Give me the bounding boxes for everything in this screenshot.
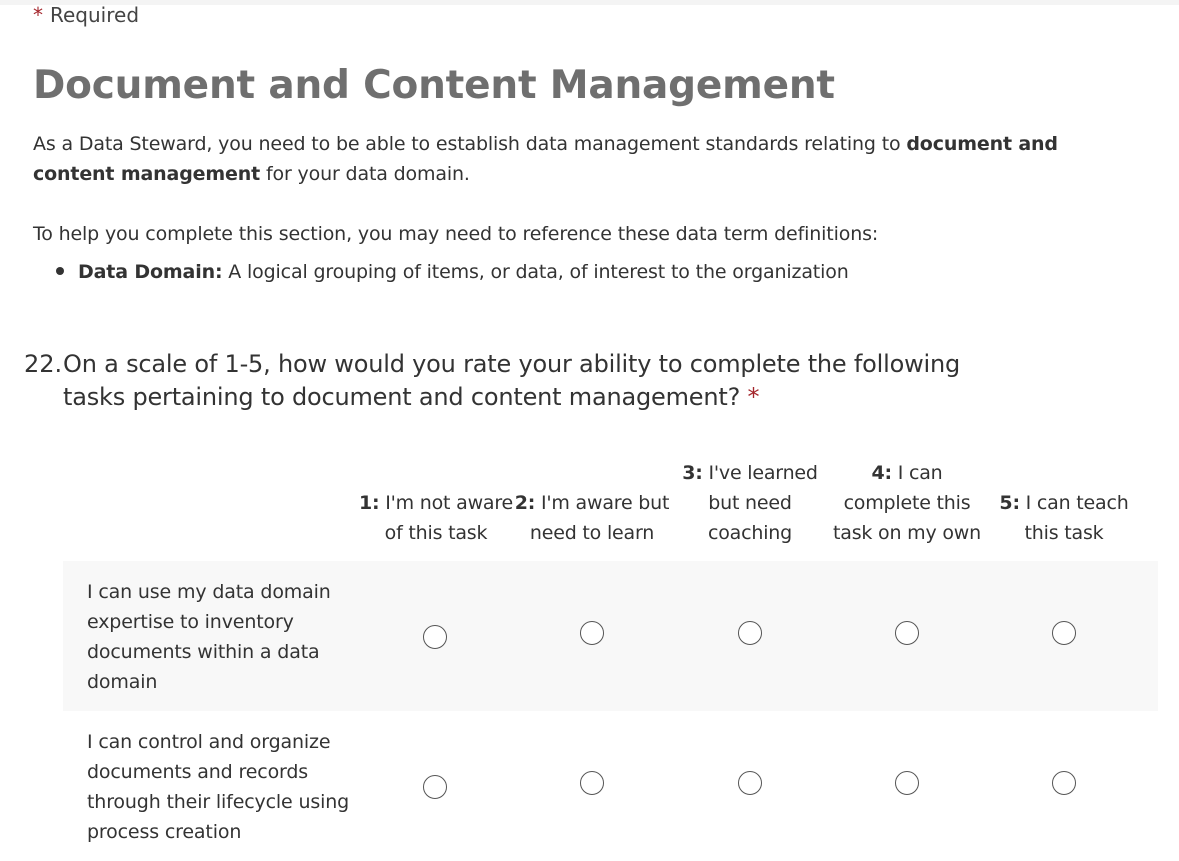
scale-header-number: 5: — [999, 492, 1020, 514]
required-asterisk: * — [33, 3, 43, 27]
radio-option-3[interactable] — [738, 621, 762, 645]
scale-header-label: I can teach this task — [1019, 492, 1129, 544]
question-title: On a scale of 1-5, how would you rate your ability to complete the following tasks pertaining to document and content management? — [63, 350, 961, 411]
radio-option-5[interactable] — [1052, 771, 1076, 795]
scale-header-label: I've learned but need coaching — [702, 462, 818, 544]
likert-row — [63, 561, 1158, 711]
likert-row — [63, 711, 1158, 861]
radio-option-4[interactable] — [895, 621, 919, 645]
scale-header-label: I can complete this task on my own — [833, 462, 981, 544]
scale-header-5 — [984, 458, 1144, 548]
scale-header-2 — [512, 458, 672, 548]
scale-header-number: 3: — [682, 462, 703, 484]
radio-option-2[interactable] — [580, 621, 604, 645]
scale-header-1 — [356, 458, 516, 548]
radio-option-5[interactable] — [1052, 621, 1076, 645]
scale-header-number: 1: — [358, 492, 380, 514]
radio-option-2[interactable] — [580, 771, 604, 795]
radio-option-3[interactable] — [738, 771, 762, 795]
scale-header-label: I'm not aware of this task — [379, 492, 514, 544]
section-description — [33, 129, 1133, 189]
definition-list-item — [56, 257, 849, 287]
scale-header-label: I'm aware but need to learn — [529, 492, 670, 544]
scale-header-number: 4: — [871, 462, 892, 484]
description-bold-text: document and content management — [33, 133, 1058, 185]
definition-term: Data Domain: — [78, 261, 223, 283]
row-label: I can control and organize documents and records through their lifecycle using process creation — [87, 731, 350, 843]
help-text: To help you complete this section, you may need to reference these data term definitions: — [33, 223, 879, 245]
question-text — [63, 348, 1023, 414]
required-note — [33, 3, 139, 27]
question-required-asterisk: * — [747, 383, 760, 411]
description-text: As a Data Steward, you need to be able to establish data management standards relating to — [33, 133, 907, 155]
scale-header-4 — [827, 458, 987, 548]
radio-option-4[interactable] — [895, 771, 919, 795]
scale-header-number: 2: — [514, 492, 536, 514]
scale-header-3 — [670, 458, 830, 548]
radio-option-1[interactable] — [423, 625, 447, 649]
description-text-end: for your data domain. — [260, 163, 470, 185]
radio-option-1[interactable] — [423, 775, 447, 799]
row-label: I can use my data domain expertise to inventory documents within a data domain — [87, 581, 331, 693]
question-number: 22. — [24, 350, 63, 378]
definition-text: A logical grouping of items, or data, of interest to the organization — [222, 261, 849, 283]
bullet-icon — [56, 267, 64, 275]
required-label: Required — [50, 3, 140, 27]
section-title: Document and Content Management — [33, 63, 835, 108]
top-divider — [0, 0, 1179, 5]
